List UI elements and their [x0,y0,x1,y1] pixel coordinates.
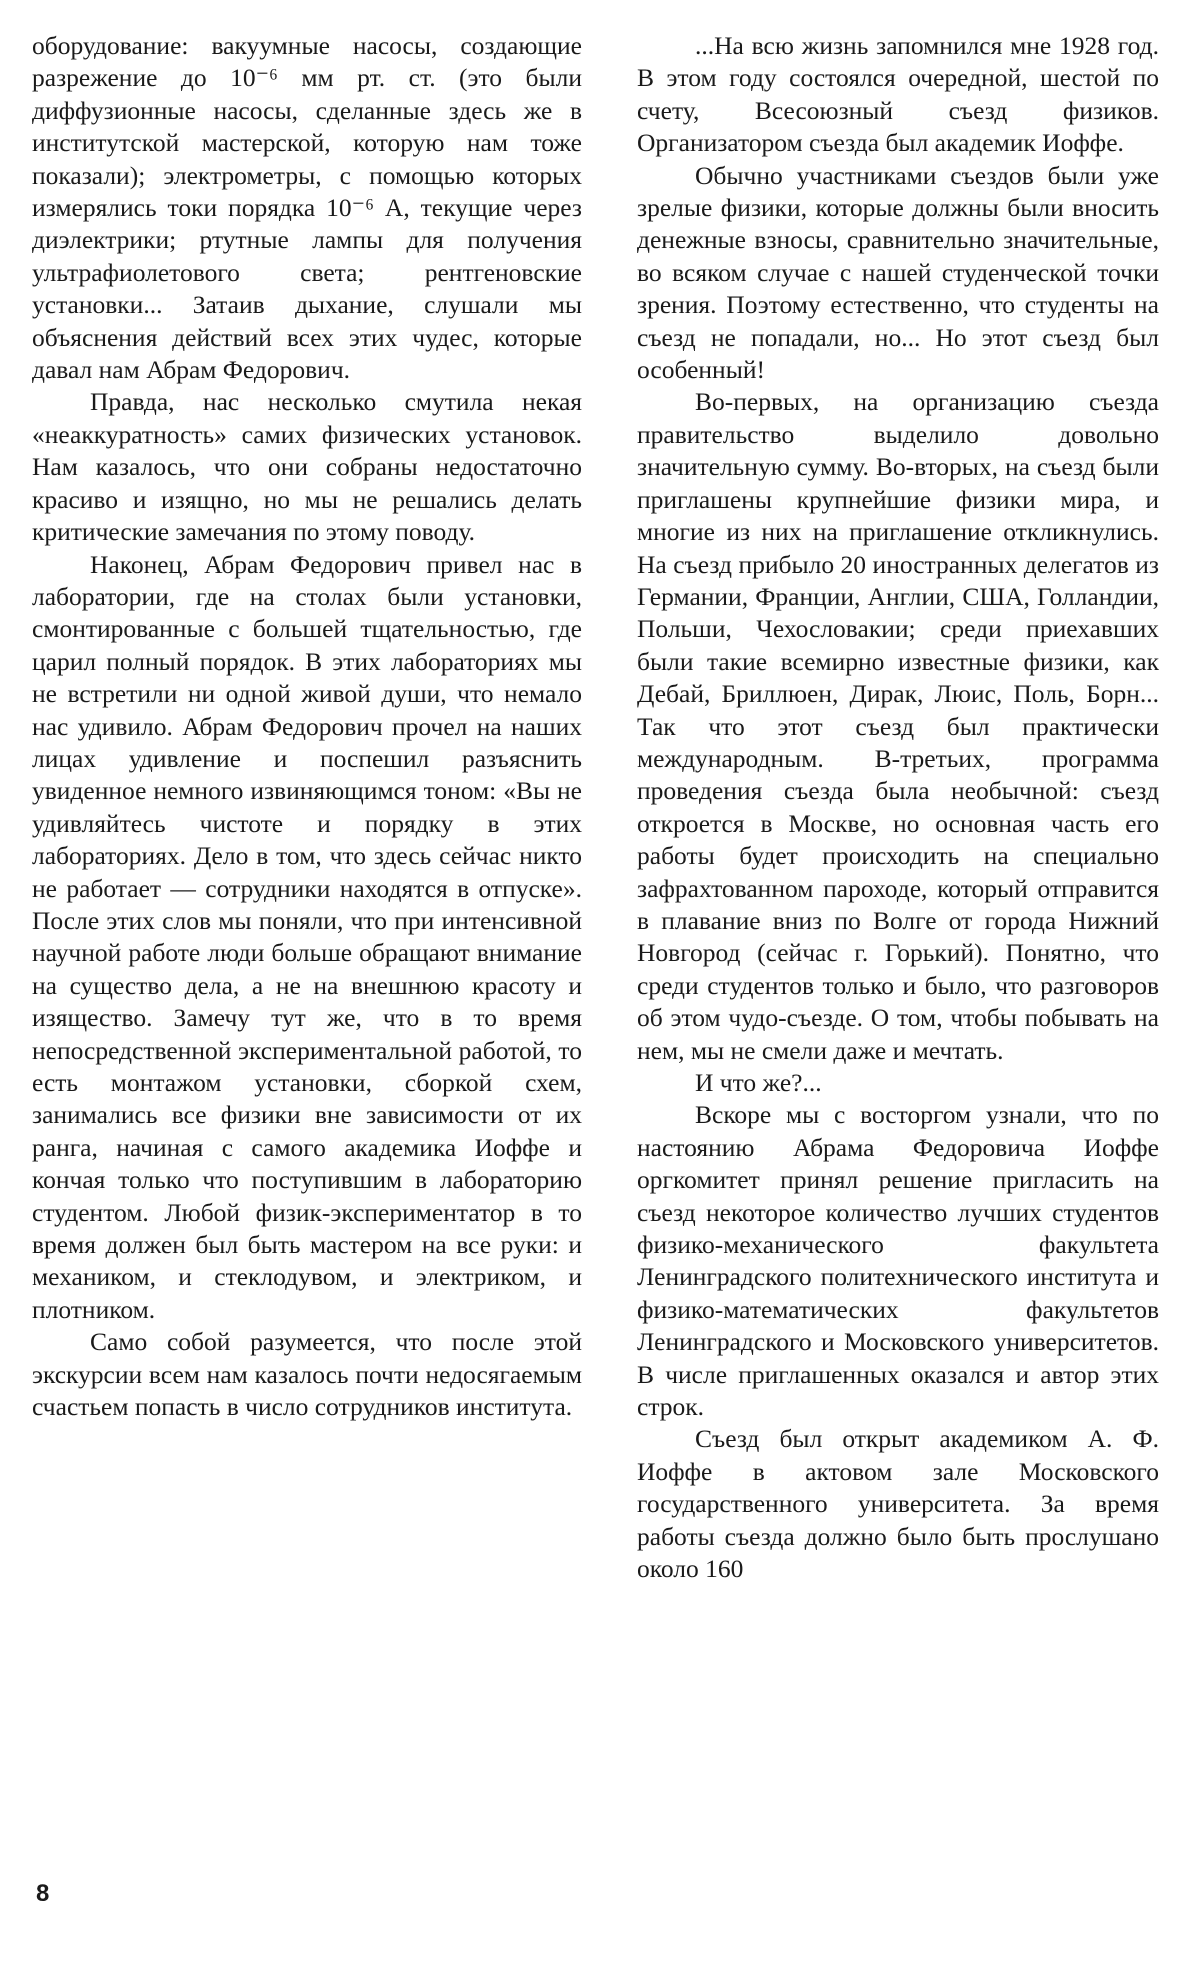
paragraph: Во-первых, на организацию съезда правительство выделило довольно значительную сумму. Во-вторых, на съезд были приглашены крупнейшие физики мира, и многие из них на приглашение откликнулись. На съезд прибыло 20 иностранных делегатов из Германии, Франции, Англии, США, Голландии, Польши, Чехословакии; среди приехавших были такие всемирно известные физики, как Дебай, Бриллюен, Дирак, Люис, Поль, Борн... Так что этот съезд был практически международным. В-третьих, программа проведения съезда была необычной: съезд откроется в Москве, но основная часть его работы будет происходить на специально зафрахтованном пароходе, который отправится в плавание вниз по Волге от города Нижний Новгород (сейчас г. Горький). Понятно, что среди студентов только и было, что разговоров об этом чудо-съезде. О том, чтобы побывать на нем, мы не смели даже и мечтать. [637,387,1159,1065]
right-column [637,30,1159,1586]
left-column [32,30,582,1423]
paragraph: Правда, нас несколько смутила некая «неаккуратность» самих физических установок. Нам казалось, что они собраны недостаточно красиво и изящно, но мы не решались делать критические замечания по этому поводу. [32,387,582,547]
paragraph: Обычно участниками съездов были уже зрелые физики, которые должны были вносить денежные взносы, сравнительно значительные, во всяком случае с нашей студенческой точки зрения. Поэтому естественно, что студенты на съезд не попадали, но... Но этот съезд был особенный! [637,160,1159,385]
paragraph: Вскоре мы с восторгом узнали, что по настоянию Абрама Федоровича Иоффе оргкомитет принял решение пригласить на съезд некоторое количество лучших студентов физико-механического факультета Ленинградского политехнического института и физико-математических факультетов Ленинградского и Московского университетов. В числе приглашенных оказался и автор этих строк. [637,1100,1159,1422]
paragraph: оборудование: вакуумные насосы, создающие разрежение до 10⁻⁶ мм рт. ст. (это были диффузионные насосы, сделанные здесь же в институтской мастерской, которую нам тоже показали); электрометры, с помощью которых измерялись токи порядка 10⁻⁶ А, текущие через диэлектрики; ртутные лампы для получения ультрафиолетового света; рентгеновские установки... Затаив дыхание, слушали мы объяснения действий всех этих чудес, которые давал нам Абрам Федорович. [32,31,582,385]
page-number: 8 [36,1880,50,1907]
paragraph: Наконец, Абрам Федорович привел нас в лаборатории, где на столах были установки, смонтированные с большей тщательностью, где царил полный порядок. В этих лабораториях мы не встретили ни одной живой души, что немало нас удивило. Абрам Федорович прочел на наших лицах удивление и поспешил разъяснить увиденное немного извиняющимся тоном: «Вы не удивляйтесь чистоте и порядку в этих лабораториях. Дело в том, что здесь сейчас никто не работает — сотрудники находятся в отпуске». После этих слов мы поняли, что при интенсивной научной работе люди больше обращают внимание на существо дела, а не на внешнюю красоту и изящество. Замечу тут же, что в то время непосредственной экспериментальной работой, то есть монтажом установки, сборкой схем, занимались все физики вне зависимости от их ранга, начиная с самого академика Иоффе и кончая только что поступившим в лабораторию студентом. Любой физик-экспериментатор в то время должен был быть мастером на все руки: и механиком, и стеклодувом, и электриком, и плотником. [32,549,582,1324]
paragraph: Само собой разумеется, что после этой экскурсии всем нам казалось почти недосягаемым счастьем попасть в число сотрудников института. [32,1327,582,1422]
paragraph: ...На всю жизнь запомнился мне 1928 год. В этом году состоялся очередной, шестой по счету, Всесоюзный съезд физиков. Организатором съезда был академик Иоффе. [637,31,1159,158]
paragraph: Съезд был открыт академиком А. Ф. Иоффе в актовом зале Московского государственного университета. За время работы съезда должно было быть прослушано около 160 [637,1424,1159,1584]
paragraph: И что же?... [695,1068,822,1097]
